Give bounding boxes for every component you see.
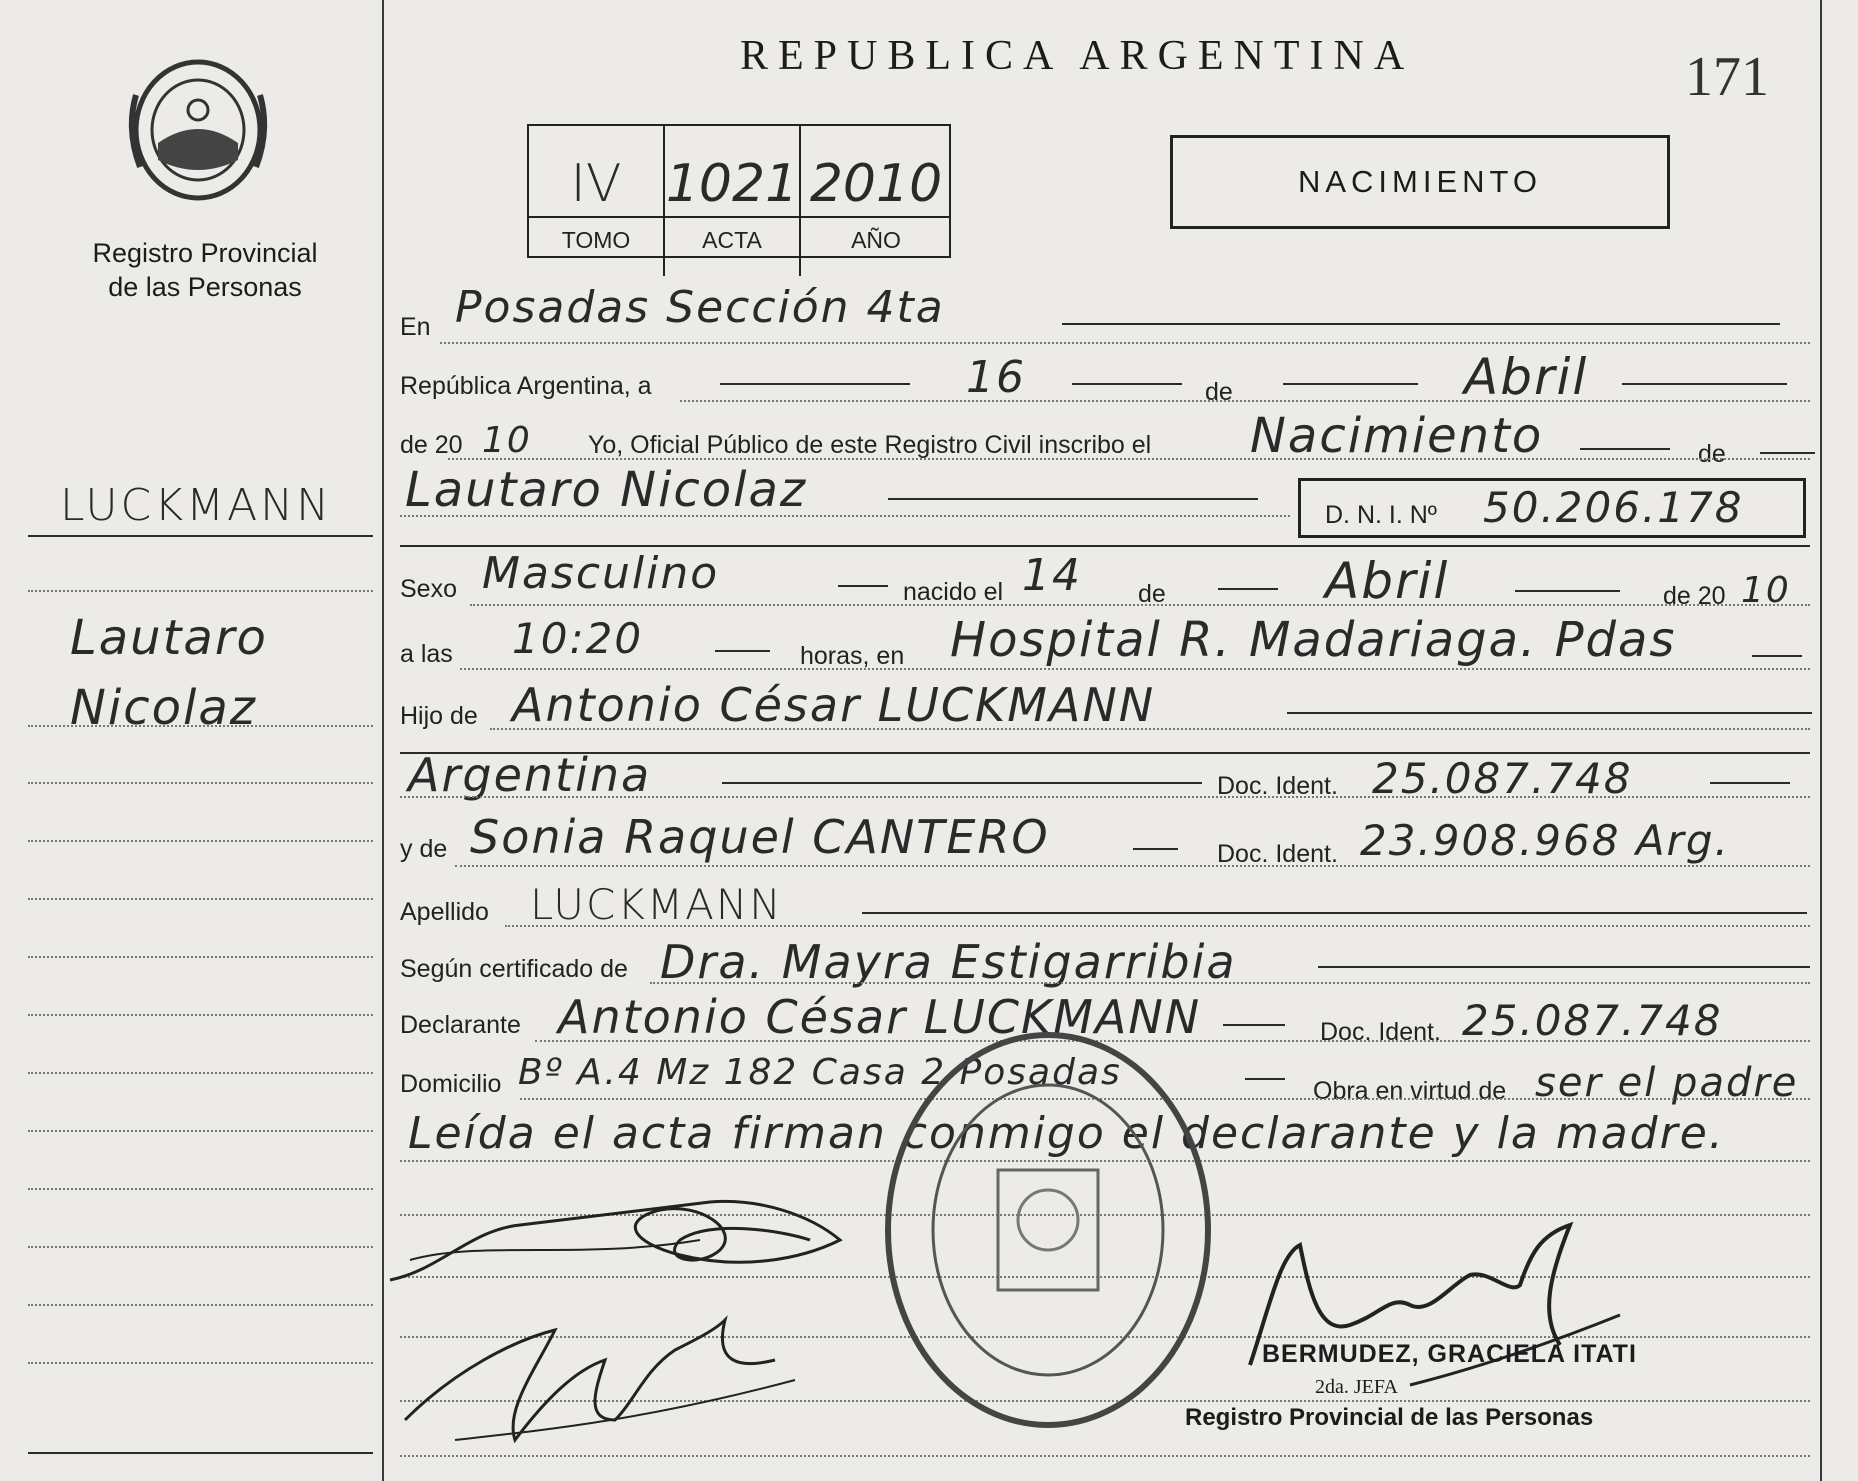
filler-rule [1710,782,1790,784]
filler-rule [1223,1024,1285,1026]
doc-ident-label-2: Doc. Ident. [1217,840,1338,868]
filler-rule [888,498,1258,500]
filler-rule [838,585,888,587]
registry-name [40,236,370,304]
place-value: Hospital R. Madariaga. Pdas [950,612,1677,668]
margin-given-name-1: Lautaro [70,610,268,666]
act-value: Nacimiento [1250,408,1544,464]
yde-label: y de [400,835,448,863]
year-prefix-label: de 20 [400,431,463,459]
filler-rule [722,782,1202,784]
sexo-label: Sexo [400,575,457,603]
line-rule [440,342,1810,344]
filler-rule [1318,966,1810,968]
line-rule [470,604,1810,606]
tomo-cell [529,126,665,276]
apellido-label: Apellido [400,898,489,926]
official-signature [1210,1215,1630,1405]
horas-label: horas, en [800,642,905,670]
birth-day: 14 [1022,550,1082,601]
acta-value: 1021 [665,154,799,214]
margin-line [28,1072,373,1074]
day-value: 16 [966,352,1026,403]
month-value: Abril [1464,348,1589,406]
father-nationality: Argentina [408,748,652,802]
father-doc: 25.087.748 [1372,754,1633,803]
margin-line [28,1362,373,1364]
margin-line [28,1304,373,1306]
closing-text: Leída el acta firman conmigo el declarante y la madre. [408,1108,1725,1159]
republica-label: República Argentina, a [400,372,652,400]
official-registry: Registro Provincial de las Personas [1185,1404,1594,1431]
line-rule [455,865,1810,867]
en-label: En [400,313,431,341]
domicilio-label: Domicilio [400,1070,502,1098]
filler-rule [1062,323,1780,325]
dni-value: 50.206.178 [1483,483,1744,532]
year-value: 10 [482,420,532,461]
hijo-label: Hijo de [400,702,478,730]
child-name: Lautaro Nicolaz [405,462,808,518]
obra-label: Obra en virtud de [1313,1077,1507,1105]
obra-value: ser el padre [1535,1060,1799,1106]
anio-value: 2010 [809,154,943,214]
tomo-value: IV [570,154,622,214]
filler-rule [1245,1078,1285,1080]
filler-rule [715,650,770,652]
anio-label: AÑO [851,227,901,253]
birth-month: Abril [1325,552,1450,610]
de-label: de [1205,378,1233,406]
acta-label: ACTA [702,227,762,253]
margin-line [28,782,373,784]
filler-rule [1287,712,1812,714]
declarant-signature [380,1180,900,1300]
filler-rule [1133,848,1178,850]
de-label-3: de [1138,580,1166,608]
page-number: 171 [1685,46,1769,108]
anio-cell [801,126,951,276]
filler-rule [1752,655,1802,657]
filler-rule [1072,383,1182,385]
margin-surname: LUCKMANN [60,480,332,531]
official-name: BERMUDEZ, GRACIELA ITATI [1262,1340,1637,1368]
de-label-2: de [1698,440,1726,468]
mother-signature [395,1300,815,1460]
doc-ident-label: Doc. Ident. [1217,772,1338,800]
margin-given-name-2: Nicolaz [70,680,257,736]
sexo-value: Masculino [482,548,720,599]
record-box [527,124,951,258]
country-title: REPUBLICA ARGENTINA [740,33,1415,79]
margin-line [28,590,373,592]
birth-year-value: 10 [1741,570,1791,611]
alas-label: a las [400,640,453,668]
margin-line [28,1246,373,1248]
acta-cell [665,126,801,276]
filler-rule [1515,590,1620,592]
margin-line [28,1130,373,1132]
line-rule [650,982,1810,984]
nacido-label: nacido el [903,578,1004,606]
line-rule [448,458,1810,460]
line-rule [400,545,1810,547]
declarante-doc: 25.087.748 [1462,996,1723,1045]
margin-line [28,1014,373,1016]
line-rule [400,796,1810,798]
line-rule [505,925,1810,927]
oficial-text: Yo, Oficial Público de este Registro Civil inscribo el [588,431,1152,459]
line-rule [490,728,1810,730]
line-rule [400,515,1290,517]
time-value: 10:20 [512,614,644,663]
line-rule [460,668,1810,670]
doc-ident-label-3: Doc. Ident. [1320,1018,1441,1046]
filler-rule [720,383,910,385]
mother-name: Sonia Raquel CANTERO [470,810,1050,864]
registry-name-line1: Registro Provincial [92,238,318,268]
registry-name-line2: de las Personas [108,272,302,302]
misiones-seal-icon [118,55,278,205]
registry-round-stamp [878,1020,1218,1440]
filler-rule [1283,383,1418,385]
filler-rule [862,912,1807,914]
margin-line [28,1188,373,1190]
mother-doc: 23.908.968 Arg. [1360,816,1730,865]
record-box-divider [529,216,949,218]
margin-line [28,840,373,842]
line-rule [680,400,1810,402]
margin-line [28,725,373,727]
margin-line [28,956,373,958]
document-type-box: NACIMIENTO [1170,135,1670,229]
segun-label: Según certificado de [400,955,628,983]
margin-surname-rule [28,535,373,537]
filler-rule [1760,452,1815,454]
tomo-label: TOMO [561,227,631,253]
father-name: Antonio César LUCKMANN [512,678,1156,732]
official-role: 2da. JEFA [1315,1376,1398,1398]
margin-line [28,898,373,900]
apellido-value: LUCKMANN [530,880,783,929]
filler-rule [1622,383,1787,385]
right-border [1820,0,1822,1481]
filler-rule [1580,448,1670,450]
declarante-label: Declarante [400,1011,521,1039]
domicilio-value: Bº A.4 Mz 182 Casa 2 Posadas [518,1052,1122,1093]
dni-box [1298,478,1806,538]
declarante-value: Antonio César LUCKMANN [558,990,1202,1044]
margin-bottom-rule [28,1452,373,1454]
en-value: Posadas Sección 4ta [455,282,945,333]
birth-year-prefix: de 20 [1663,582,1726,610]
filler-rule [1218,588,1278,590]
dni-label: D. N. I. Nº [1325,501,1437,529]
certificate-value: Dra. Mayra Estigarribia [660,935,1237,989]
